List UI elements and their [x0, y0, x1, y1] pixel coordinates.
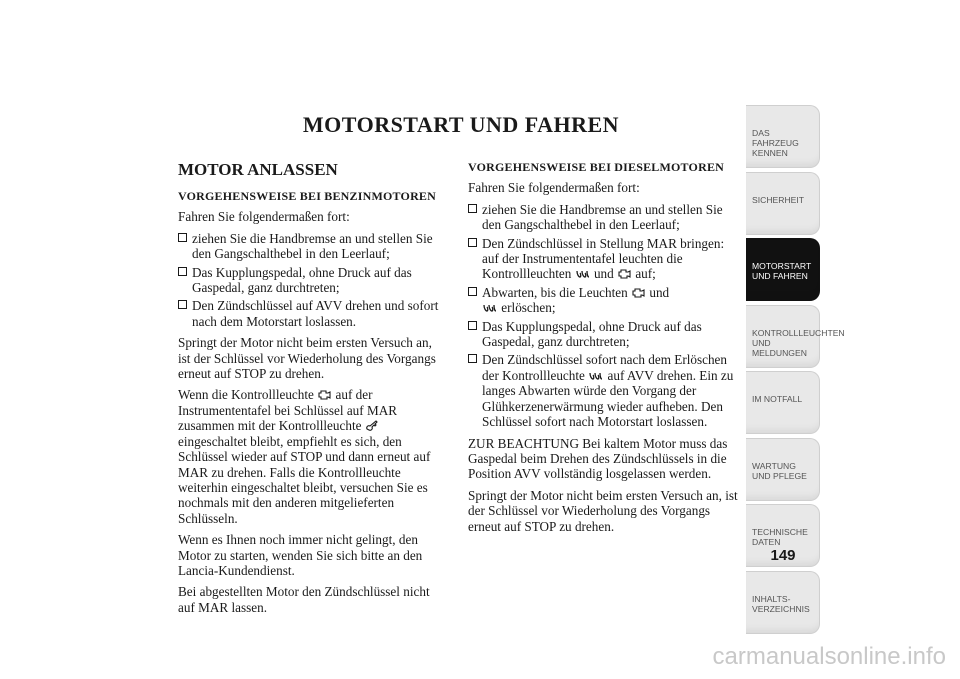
- checkbox-bullet-icon: [178, 267, 187, 276]
- list-item: Den Zündschlüssel auf AVV drehen und sofort nach dem Motorstart loslassen.: [178, 298, 440, 329]
- section-title: MOTOR ANLASSEN: [178, 160, 338, 179]
- glow-plug-icon: [482, 303, 498, 314]
- right-column: [468, 160, 738, 540]
- engine-warning-icon: [317, 389, 332, 401]
- paragraph: Bei abgestellten Motor den Zündschlüssel nicht auf MAR lassen.: [178, 584, 430, 615]
- checkbox-bullet-icon: [468, 287, 477, 296]
- tab-das-fahrzeug-kennen[interactable]: DAS FAHRZEUG KENNEN: [746, 105, 820, 168]
- list-item: ziehen Sie die Handbremse an und stellen Sie den Gangschalthebel in den Leerlauf;: [468, 202, 738, 233]
- list-item: Den Zündschlüssel sofort nach dem Erlöschen der Kontrollleuchte auf AVV drehen. Ein zu langes Abwarten würde den Vorgang der Glühkerzenerwärmung wieder aufheben. Den Schlüssel sofort nach Motorstart loslassen.: [468, 352, 738, 429]
- checkbox-bullet-icon: [178, 233, 187, 242]
- petrol-subtitle: VORGEHENSWEISE BEI BENZINMOTOREN: [178, 189, 437, 203]
- page-title: MOTORSTART UND FAHREN: [302, 112, 620, 137]
- tab-motorstart-und-fahren[interactable]: MOTORSTART UND FAHREN: [746, 238, 820, 301]
- watermark: carmanualsonline.info: [712, 643, 946, 670]
- tab-sicherheit[interactable]: SICHERHEIT: [746, 172, 820, 235]
- checkbox-bullet-icon: [468, 238, 477, 247]
- list-item: ziehen Sie die Handbremse an und stellen Sie den Gangschalthebel in den Leerlauf;: [178, 231, 440, 262]
- engine-warning-icon: [631, 287, 646, 299]
- list-item: Den Zündschlüssel in Stellung MAR bringen: auf der Instrumententafel leuchten die Kontrollleuchten und auf;: [468, 236, 738, 282]
- tab-im-notfall[interactable]: IM NOTFALL: [746, 371, 820, 434]
- diesel-steps: [468, 202, 738, 430]
- checkbox-bullet-icon: [178, 300, 187, 309]
- list-item: Abwarten, bis die Leuchten und erlöschen;: [468, 285, 738, 316]
- diesel-intro: Fahren Sie folgendermaßen fort:: [468, 180, 640, 196]
- list-item: Das Kupplungspedal, ohne Druck auf das Gaspedal, ganz durchtreten;: [468, 319, 738, 350]
- tab-technische-daten[interactable]: TECHNISCHE DATEN: [746, 504, 820, 567]
- tab-inhaltsverzeichnis[interactable]: INHALTS-VERZEICHNIS: [746, 571, 820, 634]
- list-item: Das Kupplungspedal, ohne Druck auf das Gaspedal, ganz durchtreten;: [178, 265, 440, 296]
- paragraph: Springt der Motor nicht beim ersten Versuch an, ist der Schlüssel vor Wiederholung des Vorgangs erneut auf STOP zu drehen.: [178, 335, 436, 382]
- note-paragraph: ZUR BEACHTUNG Bei kaltem Motor muss das Gaspedal beim Drehen des Zündschlüssels in die Position AVV vollständig losgelassen werden.: [468, 435, 728, 482]
- checkbox-bullet-icon: [468, 354, 477, 363]
- checkbox-bullet-icon: [468, 204, 477, 213]
- glow-plug-icon: [588, 371, 604, 382]
- tab-wartung-und-pflege[interactable]: WARTUNG UND PFLEGE: [746, 438, 820, 501]
- diesel-subtitle: VORGEHENSWEISE BEI DIESELMOTOREN: [468, 160, 725, 174]
- page-number: 149: [770, 547, 796, 564]
- engine-warning-icon: [617, 268, 632, 280]
- paragraph: Springt der Motor nicht beim ersten Versuch an, ist der Schlüssel vor Wiederholung des Vorgangs erneut auf STOP zu drehen.: [468, 487, 738, 534]
- immobilizer-key-icon: [365, 420, 379, 432]
- tab-kontrollleuchten[interactable]: KONTROLLLEUCHTEN UND MELDUNGEN: [746, 305, 820, 368]
- petrol-intro: Fahren Sie folgendermaßen fort:: [178, 209, 350, 225]
- left-column: [178, 160, 440, 621]
- paragraph: Wenn es Ihnen noch immer nicht gelingt, den Motor zu starten, wenden Sie sich bitte an den Lancia-Kundendienst.: [178, 532, 423, 578]
- checkbox-bullet-icon: [468, 321, 477, 330]
- paragraph: Wenn die Kontrollleuchte auf der Instrumententafel bei Schlüssel auf MAR zusammen mit der Kontrollleuchte eingeschaltet bleibt, empfiehlt es sich, den Schlüssel wieder auf STOP und dann erneut auf MAR zu drehen. Falls die Kontrollleuchte weiterhin eingeschaltet bleibt, versuchen Sie es nochmals mit den anderen mitgelieferten Schlüsseln.: [178, 387, 431, 526]
- petrol-steps: [178, 231, 440, 329]
- glow-plug-icon: [575, 269, 591, 280]
